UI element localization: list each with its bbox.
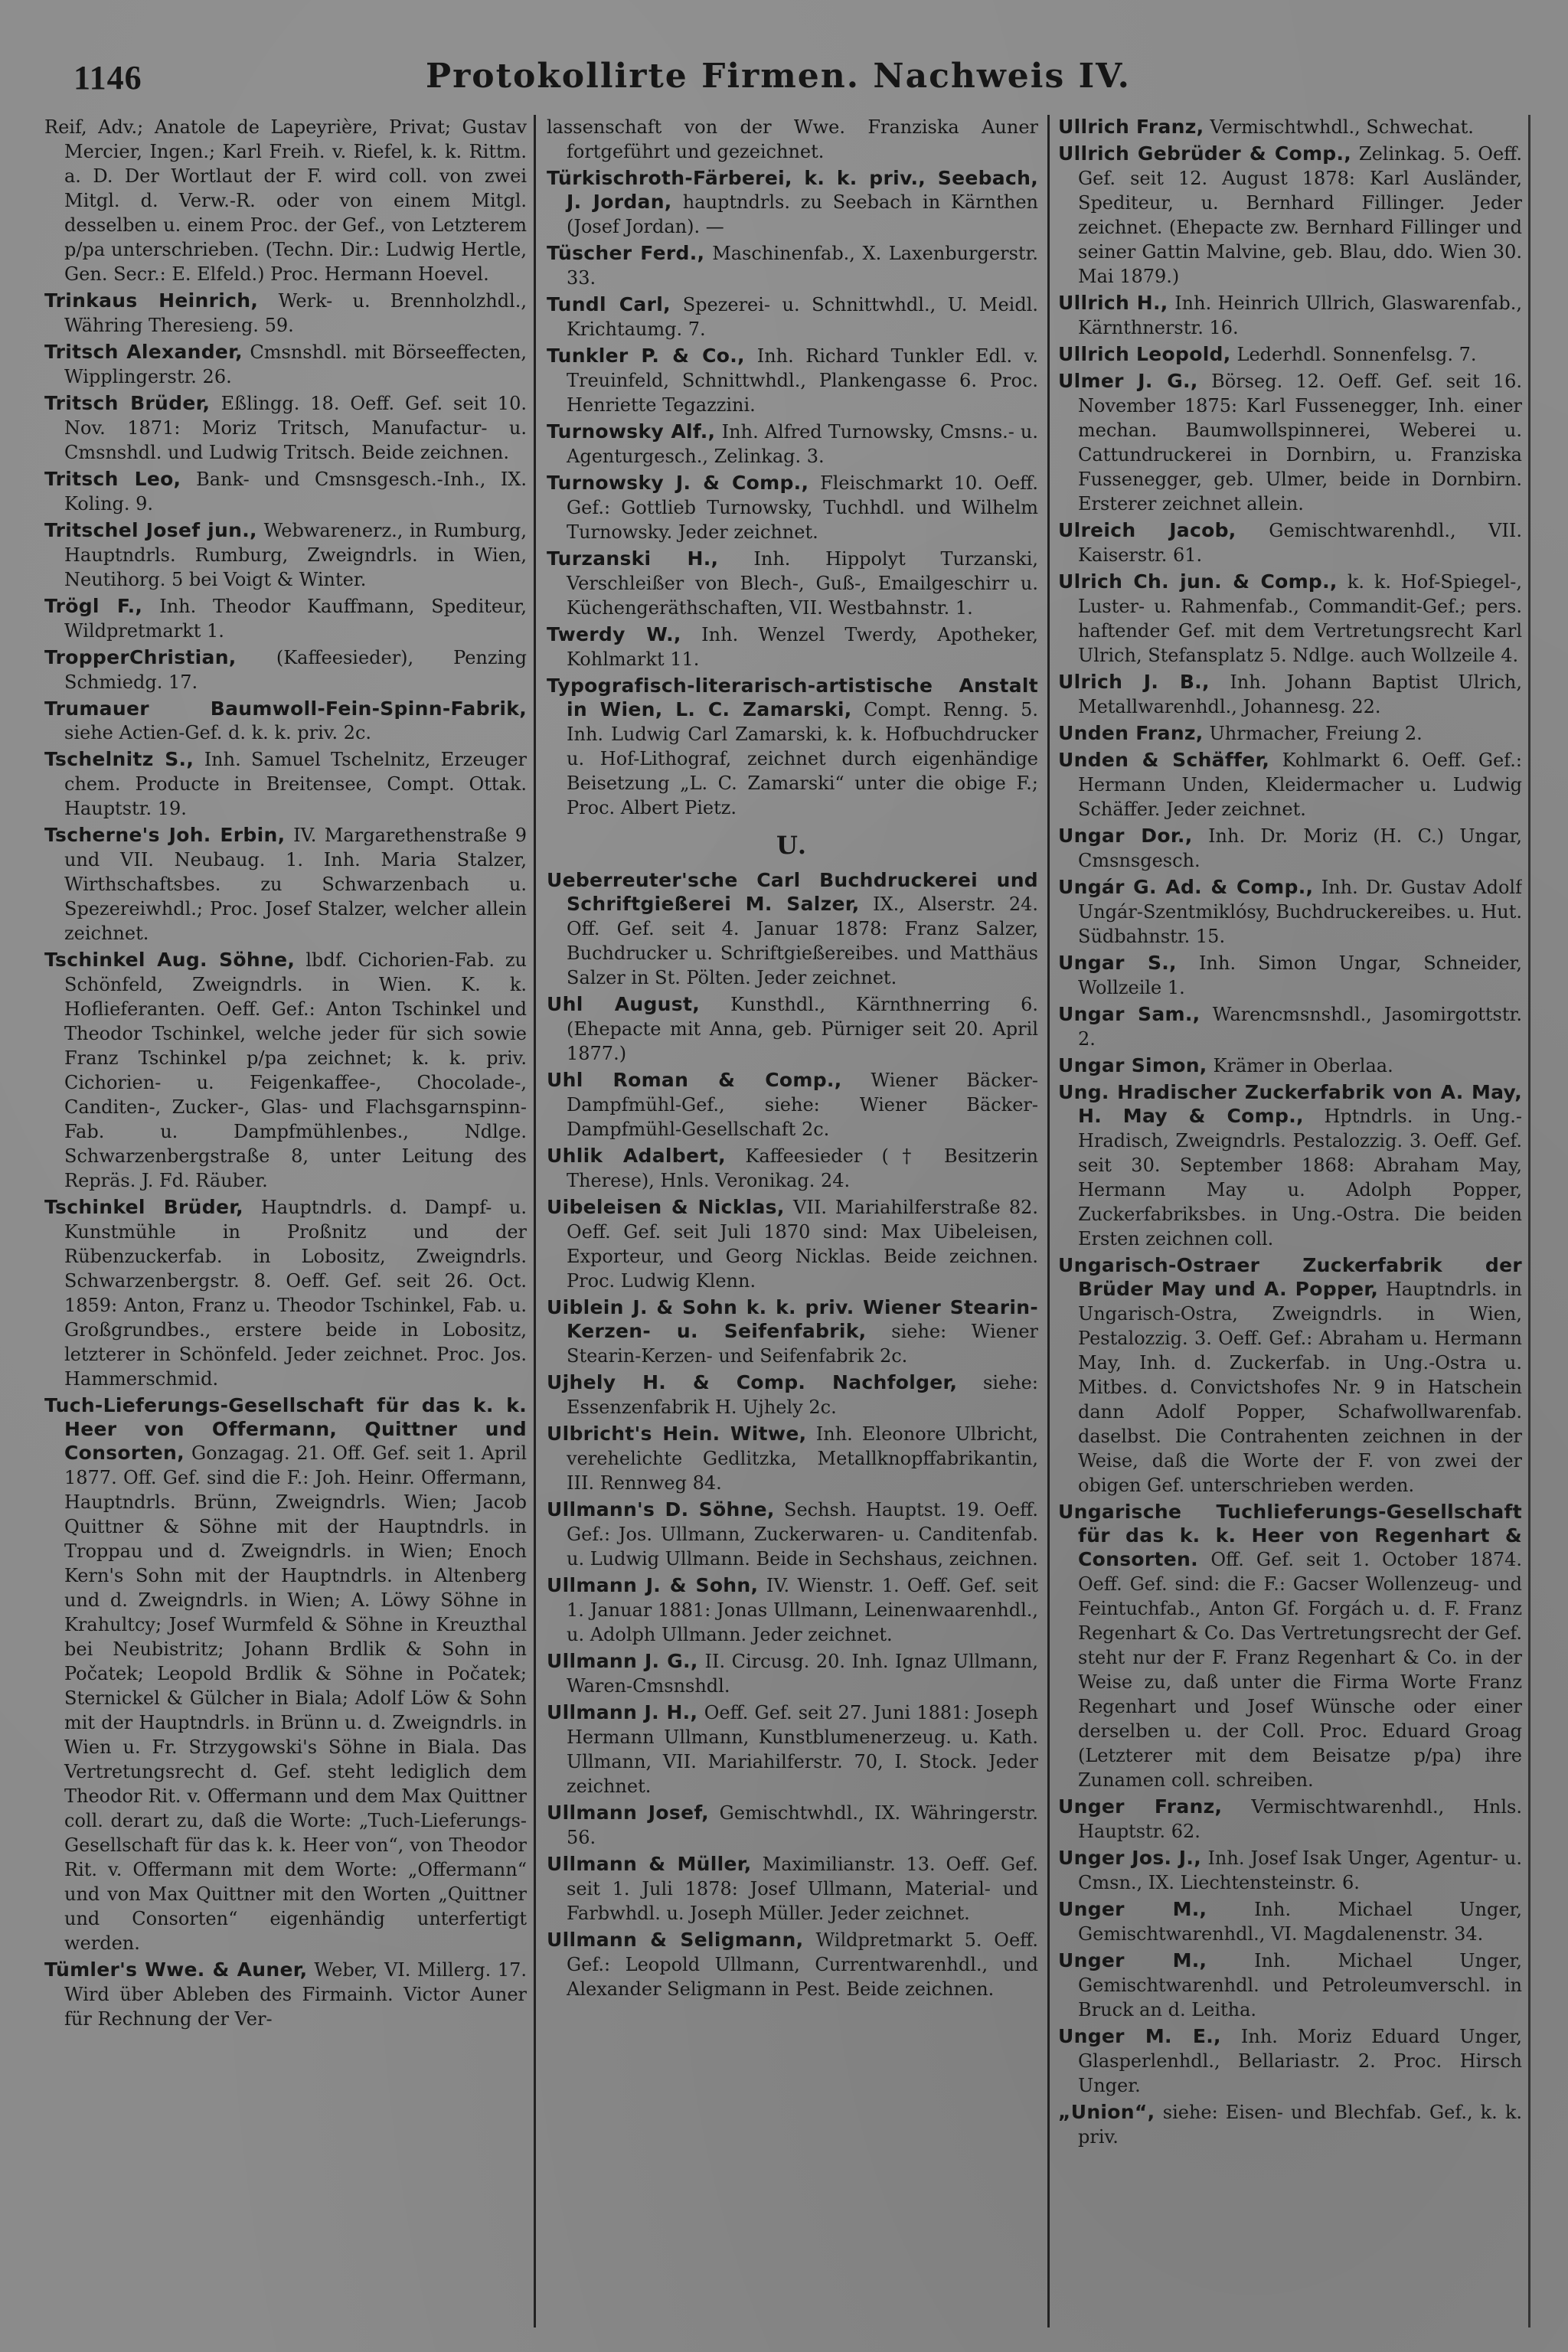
- firm-details: Compt. Renng. 5. Inh. Ludwig Carl Zamarski, k. k. Hofbuchdrucker u. Hof-Lithograf, zeichnet durch eigenhändige Beisetzung „L. C. Zamarski“ unter die obige F.; Proc. Albert Pietz.: [567, 699, 1038, 818]
- directory-entry: [1058, 518, 1522, 567]
- directory-entry: [44, 1195, 527, 1391]
- firm-name: Tümler's Wwe. & Auner,: [44, 1958, 308, 1981]
- directory-entry: [547, 166, 1038, 239]
- firm-details: Webwarenerz., in Rumburg, Hauptndrls. Rumburg, Zweigndrls. in Wien, Neutihorg. 5 bei Voigt & Winter.: [64, 520, 527, 590]
- firm-details: Lederhdl. Sonnenfelsg. 7.: [1236, 344, 1477, 365]
- firm-details: k. k. Hof-Spiegel-, Luster- u. Rahmenfab., Commandit-Gef.; pers. haftender Gef. mit dem Vertretungsrecht Karl Ulrich, Stefansplatz 5. Ndlge. auch Wollzeile 4.: [1078, 571, 1522, 666]
- firm-details: Inh. Dr. Gustav Adolf Ungár-Szentmiklósy, Buchdruckereibes. u. Hut. Südbahnstr. 15.: [1078, 877, 1522, 947]
- firm-name: Ungar Sam.,: [1058, 1003, 1200, 1025]
- firm-details: Inh. Alfred Turnowsky, Cmsns.- u. Agenturgesch., Zelinkag. 3.: [567, 421, 1038, 467]
- firm-details: Spezerei- u. Schnittwhdl., U. Meidl. Krichtaumg. 7.: [567, 294, 1038, 340]
- firm-name: Tscherne's Joh. Erbin,: [44, 824, 286, 846]
- firm-name: Ulreich Jacob,: [1058, 519, 1236, 541]
- firm-details: lassenschaft von der Wwe. Franziska Auner fortgeführt und gezeichnet.: [547, 116, 1038, 162]
- firm-name: Tritschel Josef jun.,: [44, 519, 257, 541]
- firm-details: Inh. Theodor Kauffmann, Spediteur, Wildpretmarkt 1.: [64, 596, 527, 642]
- directory-entry: [547, 1370, 1038, 1419]
- directory-entry: [547, 115, 1038, 164]
- firm-name: Tunkler P. & Co.,: [547, 345, 745, 367]
- directory-entry: [1058, 1846, 1522, 1895]
- directory-entry: [44, 594, 527, 643]
- directory-entry: [547, 241, 1038, 290]
- firm-name: Ungarisch-Ostraer Zuckerfabrik der Brüder May und A. Popper,: [1058, 1254, 1522, 1300]
- firm-details: Werk- u. Brennholzhdl., Währing Theresieng. 59.: [64, 290, 527, 336]
- firm-name: Ungar S.,: [1058, 952, 1177, 974]
- directory-entry: [1058, 951, 1522, 1000]
- firm-name: Ungar Dor.,: [1058, 825, 1193, 847]
- directory-entry: [1058, 1054, 1522, 1078]
- firm-details: Hauptndrls. in Ungarisch-Ostra, Zweigndrls. in Wien, Pestalozzig. 3. Oeff. Gef.: Abraham u. Hermann May, Inh. d. Zuckerfab. in Ung.-Ostra u. Mitbes. d. Convictshofes Nr. 9 in Hatschein dann Adolf Popper, Schafwollwarenfab. daselbst. Die Contrahenten zeichnen in der Weise, daß die Worte der F. von zwei der obigen Gef. unterschrieben werden.: [1078, 1279, 1522, 1496]
- directory-entry: [1058, 1795, 1522, 1844]
- firm-details: siehe: Essenzenfabrik H. Ujhely 2c.: [567, 1372, 1038, 1418]
- firm-name: Unger Jos. J.,: [1058, 1847, 1202, 1869]
- firm-details: Reif, Adv.; Anatole de Lapeyrière, Privat; Gustav Mercier, Ingen.; Karl Freih. v. Riefel, k. k. Rittm. a. D. Der Wortlaut der F. wird coll. von zwei Mitgl. d. Verw.-R. oder von einem Mitgl. desselben u. einem Proc. der Gef., von Letzterem p/pa unterschrieben. (Techn. Dir.: Ludwig Hertle, Gen. Secr.: E. Elfeld.) Proc. Hermann Hoevel.: [44, 116, 527, 285]
- firm-name: Unger M. E.,: [1058, 2025, 1221, 2047]
- page-header: [74, 54, 1498, 107]
- firm-details: Inh. Moriz Eduard Unger, Glasperlenhdl., Bellariastr. 2. Proc. Hirsch Unger.: [1078, 2026, 1522, 2096]
- firm-details: Maximilianstr. 13. Oeff. Gef. seit 1. Juli 1878: Josef Ullmann, Material- und Farbwhdl. u. Joseph Müller. Jeder zeichnet.: [567, 1854, 1038, 1924]
- directory-entry: [44, 115, 527, 286]
- firm-name: Tritsch Leo,: [44, 468, 181, 490]
- firm-details: Kunsthdl., Kärnthnerring 6. (Ehepacte mit Anna, geb. Pürniger seit 20. April 1877.): [567, 994, 1038, 1064]
- firm-name: Uhl Roman & Comp.,: [547, 1069, 842, 1091]
- directory-entry: [1058, 748, 1522, 822]
- firm-details: Zelinkag. 5. Oeff. Gef. seit 12. August 1878: Karl Ausländer, Spediteur, u. Bernhard Fillinger. Jeder zeichnet. (Ehepacte zw. Bernhard Fillinger und seiner Gattin Malvine, geb. Blau, ddo. Wien 30. Mai 1879.): [1078, 143, 1522, 287]
- firm-details: IV. Margarethenstraße 9 und VII. Neubaug. 1. Inh. Maria Stalzer, Wirthschaftsbes. zu Schwarzenbach u. Spezereiwhdl.; Proc. Josef Stalzer, welcher allein zeichnet.: [64, 825, 527, 944]
- directory-entry: [1058, 142, 1522, 289]
- firm-name: Tschelnitz S.,: [44, 748, 194, 770]
- directory-entry: [547, 1649, 1038, 1698]
- page-number: 1146: [74, 59, 142, 96]
- firm-details: hauptndrls. zu Seebach in Kärnthen (Josef Jordan). —: [567, 191, 1038, 237]
- directory-entry: [547, 292, 1038, 341]
- firm-name: Ungar Simon,: [1058, 1054, 1207, 1076]
- directory-entry: [1058, 1949, 1522, 2022]
- firm-details: Sechsh. Hauptst. 19. Oeff. Gef.: Jos. Ullmann, Zuckerwaren- u. Canditenfab. u. Ludwig Ullmann. Beide in Sechshaus, zeichnen.: [567, 1499, 1038, 1570]
- directory-entry: [547, 1700, 1038, 1798]
- directory-entry: [44, 289, 527, 338]
- directory-entry: [1058, 1080, 1522, 1251]
- firm-name: Uibeleisen & Nicklas,: [547, 1196, 785, 1218]
- firm-details: (Kaffeesieder), Penzing Schmiedg. 17.: [64, 647, 527, 693]
- firm-details: Eßlingg. 18. Oeff. Gef. seit 10. Nov. 1871: Moriz Tritsch, Manufactur- u. Cmsnshdl. und Ludwig Tritsch. Beide zeichnen.: [64, 393, 527, 463]
- firm-name: Trinkaus Heinrich,: [44, 289, 259, 312]
- firm-name: Unger M.,: [1058, 1898, 1207, 1920]
- directory-entry: [44, 645, 527, 694]
- firm-details: Maschinenfab., X. Laxenburgerstr. 33.: [567, 243, 1038, 289]
- firm-name: Ullrich H.,: [1058, 292, 1168, 314]
- directory-entry: [1058, 1002, 1522, 1051]
- firm-name: Ungár G. Ad. & Comp.,: [1058, 876, 1314, 898]
- firm-name: Turzanski H.,: [547, 547, 719, 570]
- firm-details: II. Circusg. 20. Inh. Ignaz Ullmann, Waren-Cmsnshdl.: [567, 1651, 1038, 1697]
- firm-details: siehe Actien-Gef. d. k. k. priv. 2c.: [64, 722, 372, 743]
- directory-entry: [547, 1144, 1038, 1193]
- directory-entry: [1058, 115, 1522, 139]
- firm-name: Ueberreuter'sche Carl Buchdruckerei und Schriftgießerei M. Salzer,: [547, 869, 1038, 915]
- firm-name: Trögl F.,: [44, 595, 143, 617]
- firm-details: Kaffeesieder († Besitzerin Therese), Hnls. Veronikag. 24.: [567, 1145, 1038, 1191]
- firm-details: Inh. Michael Unger, Gemischtwarenhdl. und Petroleumverschl. in Bruck an d. Leitha.: [1078, 1950, 1522, 2020]
- firm-details: Gemischtwarenhdl., VII. Kaiserstr. 61.: [1078, 520, 1522, 566]
- firm-name: Ullmann & Müller,: [547, 1853, 752, 1875]
- directory-entry: [1058, 291, 1522, 340]
- firm-details: Warencmsnshdl., Jasomirgottstr. 2.: [1078, 1004, 1522, 1050]
- firm-details: Inh. Eleonore Ulbricht, verehelichte Gedlitzka, Metallknopffabrikantin, III. Rennweg 84.: [567, 1423, 1038, 1494]
- directory-entry: [547, 1801, 1038, 1850]
- firm-name: Ullmann J. H.,: [547, 1701, 698, 1723]
- firm-details: Uhrmacher, Freiung 2.: [1209, 723, 1423, 744]
- directory-entry: [547, 1928, 1038, 2001]
- firm-name: Tundl Carl,: [547, 293, 671, 315]
- firm-details: Inh. Wenzel Twerdy, Apotheker, Kohlmarkt 11.: [567, 624, 1038, 670]
- firm-details: Inh. Johann Baptist Ulrich, Metallwarenhdl., Johannesg. 22.: [1078, 671, 1522, 717]
- firm-name: Türkischroth-Färberei, k. k. priv., Seebach, J. Jordan,: [547, 167, 1038, 213]
- firm-name: Ullrich Gebrüder & Comp.,: [1058, 142, 1352, 165]
- firm-details: Gonzagag. 21. Off. Gef. seit 1. April 1877. Off. Gef. sind die F.: Joh. Heinr. Offermann, Hauptndrls. Brünn, Zweigndrls. Wien; Jacob Quittner & Söhne mit der Hauptndrls. in Troppau und d. Zweigndrls. in Wien; Enoch Kern's Sohn mit der Hauptndrls. in Altenberg und d. Zweigndrls. in Wien; A. Löwy Söhne in Krahultcy; Josef Wurmfeld & Söhne in Kreuzthal bei Neubistritz; Johann Brdlik & Sohn in Počatek; Leopold Brdlik & Söhne in Počatek; Sternickel & Gülcher in Biala; Adolf Löw & Sohn mit der Hauptndrls. in Brünn u. d. Zweigndrls. in Wien u. Fr. Strzygowski's Söhne in Biala. Das Vertretungsrecht d. Gef. steht lediglich dem Theodor Rit. v. Offermann und dem Max Quittner coll. derart zu, daß die Worte: „Tuch-Lieferungs-Gesellschaft für das k. k. Heer von“, von Theodor Rit. v. Offermann mit dem Worte: „Offermann“ und von Max Quittner mit den Worten „Quittner und Consorten“ eigenhändig unterfertigt werden.: [64, 1442, 527, 1954]
- firm-details: Inh. Richard Tunkler Edl. v. Treuinfeld, Schnittwhdl., Plankengasse 6. Proc. Henriette Tegazzini.: [567, 345, 1038, 416]
- directory-entry: [547, 344, 1038, 417]
- directory-entry: [547, 420, 1038, 469]
- firm-name: Ung. Hradischer Zuckerfabrik von A. May, H. May & Comp.,: [1058, 1081, 1522, 1127]
- directory-entry: [1058, 570, 1522, 668]
- firm-name: Twerdy W.,: [547, 623, 681, 645]
- firm-details: Cmsnshdl. mit Börseeffecten, Wipplingerstr. 26.: [64, 341, 527, 387]
- section-letter: U.: [776, 831, 809, 860]
- directory-entry: [547, 622, 1038, 671]
- directory-entry: [44, 948, 527, 1193]
- directory-entry: [1058, 369, 1522, 516]
- firm-name: Ullrich Franz,: [1058, 116, 1204, 138]
- firm-name: Ullmann's D. Söhne,: [547, 1498, 775, 1521]
- firm-name: Ungarische Tuchlieferungs-Gesellschaft für das k. k. Heer von Regenhart & Consorten.: [1058, 1501, 1522, 1570]
- firm-name: Turnowsky J. & Comp.,: [547, 472, 809, 494]
- firm-name: Ulmer J. G.,: [1058, 370, 1198, 392]
- column-right: [1058, 115, 1522, 2320]
- firm-details: Börseg. 12. Oeff. Gef. seit 16. November 1875: Karl Fussenegger, Inh. einer mechan. Baumwollspinnerei, Weberei u. Cattundruckerei in Dornbirn, u. Franziska Fussenegger, geb. Ulmer, beide in Dornbirn. Ersterer zeichnet allein.: [1078, 371, 1522, 514]
- firm-name: Tritsch Alexander,: [44, 341, 243, 363]
- directory-entry: [1058, 670, 1522, 719]
- firm-details: Inh. Samuel Tschelnitz, Erzeuger chem. Producte in Breitensee, Compt. Ottak. Hauptstr. 19.: [64, 749, 527, 819]
- firm-details: Gemischtwhdl., IX. Währingerstr. 56.: [567, 1802, 1038, 1848]
- directory-entry: [547, 992, 1038, 1066]
- directory-entry: [1058, 1897, 1522, 1946]
- directory-entry: [547, 1068, 1038, 1142]
- firm-details: siehe: Eisen- und Blechfab. Gef., k. k. priv.: [1078, 2102, 1522, 2148]
- directory-entry: [547, 1422, 1038, 1495]
- directory-entry: [44, 697, 527, 745]
- directory-entry: [547, 1852, 1038, 1926]
- firm-name: Ulrich Ch. jun. & Comp.,: [1058, 570, 1338, 593]
- firm-name: Ullmann J. G.,: [547, 1650, 698, 1672]
- firm-name: Ulrich J. B.,: [1058, 671, 1210, 693]
- directory-entry: [547, 1295, 1038, 1368]
- directory-entry: [44, 823, 527, 946]
- firm-name: Unger Franz,: [1058, 1795, 1223, 1818]
- firm-name: Ullmann Josef,: [547, 1802, 709, 1824]
- directory-entry: [1058, 875, 1522, 949]
- directory-entry: [44, 518, 527, 592]
- firm-name: Unden & Schäffer,: [1058, 749, 1270, 771]
- firm-details: Inh. Heinrich Ullrich, Glaswarenfab., Kärnthnerstr. 16.: [1078, 292, 1522, 338]
- firm-details: Wildpretmarkt 5. Oeff. Gef.: Leopold Ullmann, Currentwarenhdl., und Alexander Seligmann in Pest. Beide zeichnen.: [567, 1929, 1038, 2000]
- column-left: [44, 115, 527, 2320]
- firm-details: Inh. Hippolyt Turzanski, Verschleißer von Blech-, Guß-, Emailgeschirr u. Küchengeräthschaften, VII. Westbahnstr. 1.: [567, 548, 1038, 619]
- firm-name: TropperChristian,: [44, 646, 237, 668]
- firm-details: lbdf. Cichorien-Fab. zu Schönfeld, Zweigndrls. in Wien. K. k. Hoflieferanten. Oeff. Gef.: Anton Tschinkel und Theodor Tschinkel, welche jeder für sich sowie Franz Tschinkel p/pa zeichnet; k. k. priv. Cichorien- u. Feigenkaffee-, Chocolade-, Canditen-, Zucker-, Glas- und Flachsgarnspinn-Fab. u. Dampfmühlenbes., Ndlge. Schwarzenbergstraße 8, unter Leitung des Repräs. J. Fd. Räuber.: [64, 949, 527, 1191]
- directory-entry: [1058, 342, 1522, 367]
- directory-entry: [44, 747, 527, 821]
- firm-name: Trumauer Baumwoll-Fein-Spinn-Fabrik,: [44, 697, 527, 720]
- firm-name: Tschinkel Brüder,: [44, 1196, 243, 1218]
- directory-entry: [547, 1195, 1038, 1293]
- column-middle: [547, 115, 1038, 2320]
- firm-details: Hauptndrls. d. Dampf- u. Kunstmühle in Proßnitz und der Rübenzuckerfab. in Lobositz, Zweigndrls. Schwarzenbergstr. 8. Oeff. Gef. seit 26. Oct. 1859: Anton, Franz u. Theodor Tschinkel, Fab. u. Großgrundbes., erstere beide in Lobositz, letzterer in Schönfeld. Jeder zeichnet. Proc. Jos. Hammerschmid.: [64, 1197, 527, 1390]
- firm-details: Off. Gef. seit 1. October 1874. Oeff. Gef. sind: die F.: Gacser Wollenzeug- und Feintuchfab., Anton Gf. Forgách u. d. F. Franz Regenhart & Co. Das Vertretungsrecht der Gef. steht nur der F. Franz Regenhart & Co. in der Weise zu, daß unter die Firma Worte Franz Regenhart und Josef Wünsche oder einer derselben u. der Coll. Proc. Eduard Groag (Letzterer mit dem Beisatze p/pa) ihre Zunamen coll. schreiben.: [1078, 1549, 1522, 1791]
- firm-name: Unger M.,: [1058, 1949, 1207, 1971]
- directory-entry: [44, 1393, 527, 1955]
- directory-entry: [44, 467, 527, 516]
- directory-entry: [44, 340, 527, 389]
- directory-entry: [547, 1573, 1038, 1647]
- directory-entry: [547, 547, 1038, 620]
- firm-details: Fleischmarkt 10. Oeff. Gef.: Gottlieb Turnowsky, Tuchhdl. und Wilhelm Turnowsky. Jeder zeichnet.: [567, 472, 1038, 543]
- firm-details: Vermischtwhdl., Schwechat.: [1210, 116, 1474, 138]
- firm-name: Uiblein J. & Sohn k. k. priv. Wiener Stearin-Kerzen- u. Seifenfabrik,: [547, 1296, 1038, 1342]
- running-title: Protokollirte Firmen. Nachweis IV.: [426, 57, 1131, 96]
- firm-details: Hptndrls. in Ung.-Hradisch, Zweigndrls. Pestalozzig. 3. Oeff. Gef. seit 30. September 1868: Abraham May, Hermann May u. Adolph Popper, Zuckerfabriksbes. in Ung.-Ostra. Die beiden Ersten zeichnen coll.: [1078, 1106, 1522, 1250]
- firm-details: Inh. Michael Unger, Gemischtwarenhdl., VI. Magdalenenstr. 34.: [1078, 1899, 1522, 1945]
- directory-entry: [1058, 2100, 1522, 2149]
- firm-details: Kohlmarkt 6. Oeff. Gef.: Hermann Unden, Kleidermacher u. Ludwig Schäffer. Jeder zeichnet.: [1078, 750, 1522, 820]
- firm-name: Ullmann J. & Sohn,: [547, 1574, 759, 1596]
- directory-entry: [547, 1498, 1038, 1571]
- firm-name: Uhlik Adalbert,: [547, 1145, 726, 1167]
- directory-entry: [44, 1958, 527, 2031]
- column-rule: [534, 115, 536, 2328]
- directory-entry: [1058, 2024, 1522, 2098]
- firm-name: Tüscher Ferd.,: [547, 242, 705, 264]
- directory-entry: [44, 391, 527, 465]
- firm-details: Vermischtwarenhdl., Hnls. Hauptstr. 62.: [1078, 1796, 1522, 1842]
- firm-details: siehe: Wiener Stearin-Kerzen- und Seifenfabrik 2c.: [567, 1321, 1038, 1367]
- firm-details: Oeff. Gef. seit 27. Juni 1881: Joseph Hermann Ullmann, Kunstblumenerzeug. u. Kath. Ullmann, VII. Mariahilferstr. 70, I. Stock. Jeder zeichnet.: [567, 1702, 1038, 1797]
- firm-details: IV. Wienstr. 1. Oeff. Gef. seit 1. Januar 1881: Jonas Ullmann, Leinenwaarenhdl., u. Adolph Ullmann. Jeder zeichnet.: [567, 1575, 1038, 1645]
- firm-details: Bank- und Cmsnsgesch.-Inh., IX. Koling. 9.: [64, 469, 527, 514]
- column-rule: [1528, 115, 1530, 2328]
- firm-details: Inh. Josef Isak Unger, Agentur- u. Cmsn., IX. Liechtensteinstr. 6.: [1078, 1847, 1522, 1893]
- directory-entry: [1058, 824, 1522, 873]
- firm-name: Typografisch-literarisch-artistische Anstalt in Wien, L. C. Zamarski,: [547, 675, 1038, 720]
- firm-details: Inh. Dr. Moriz (H. C.) Ungar, Cmsnsgesch.: [1078, 825, 1522, 871]
- firm-details: VII. Mariahilferstraße 82. Oeff. Gef. seit Juli 1870 sind: Max Uibeleisen, Exporteur, und Georg Nicklas. Beide zeichnen. Proc. Ludwig Klenn.: [567, 1197, 1038, 1292]
- firm-details: Wiener Bäcker-Dampfmühl-Gef., siehe: Wiener Bäcker-Dampfmühl-Gesellschaft 2c.: [567, 1070, 1038, 1140]
- firm-name: Tritsch Brüder,: [44, 392, 211, 414]
- firm-name: Tuch-Lieferungs-Gesellschaft für das k. k. Heer von Offermann, Quittner und Consorten,: [44, 1394, 527, 1464]
- firm-details: Inh. Simon Ungar, Schneider, Wollzeile 1.: [1078, 952, 1522, 998]
- firm-name: Turnowsky Alf.,: [547, 420, 716, 443]
- firm-name: Ujhely H. & Comp. Nachfolger,: [547, 1371, 958, 1393]
- column-rule: [1047, 115, 1050, 2328]
- firm-name: Tschinkel Aug. Söhne,: [44, 949, 296, 971]
- firm-name: Ulbricht's Hein. Witwe,: [547, 1423, 807, 1445]
- firm-details: Krämer in Oberlaa.: [1213, 1055, 1393, 1076]
- directory-entry: [547, 674, 1038, 820]
- firm-name: „Union“,: [1058, 2101, 1155, 2123]
- directory-entry: [1058, 1500, 1522, 1792]
- directory-entry: [1058, 721, 1522, 746]
- firm-name: Ullrich Leopold,: [1058, 343, 1231, 365]
- directory-entry: [1058, 1253, 1522, 1498]
- directory-entry: [547, 471, 1038, 544]
- firm-name: Ullmann & Seligmann,: [547, 1929, 804, 1951]
- firm-details: Weber, VI. Millerg. 17. Wird über Ableben des Firmainh. Victor Auner für Rechnung der Ver-: [64, 1959, 527, 2030]
- directory-entry: [547, 868, 1038, 990]
- firm-details: IX., Alserstr. 24. Off. Gef. seit 4. Januar 1878: Franz Salzer, Buchdrucker u. Schriftgießereibes. und Matthäus Salzer in St. Pölten. Jeder zeichnet.: [567, 893, 1038, 988]
- firm-name: Unden Franz,: [1058, 722, 1204, 744]
- firm-name: Uhl August,: [547, 993, 700, 1015]
